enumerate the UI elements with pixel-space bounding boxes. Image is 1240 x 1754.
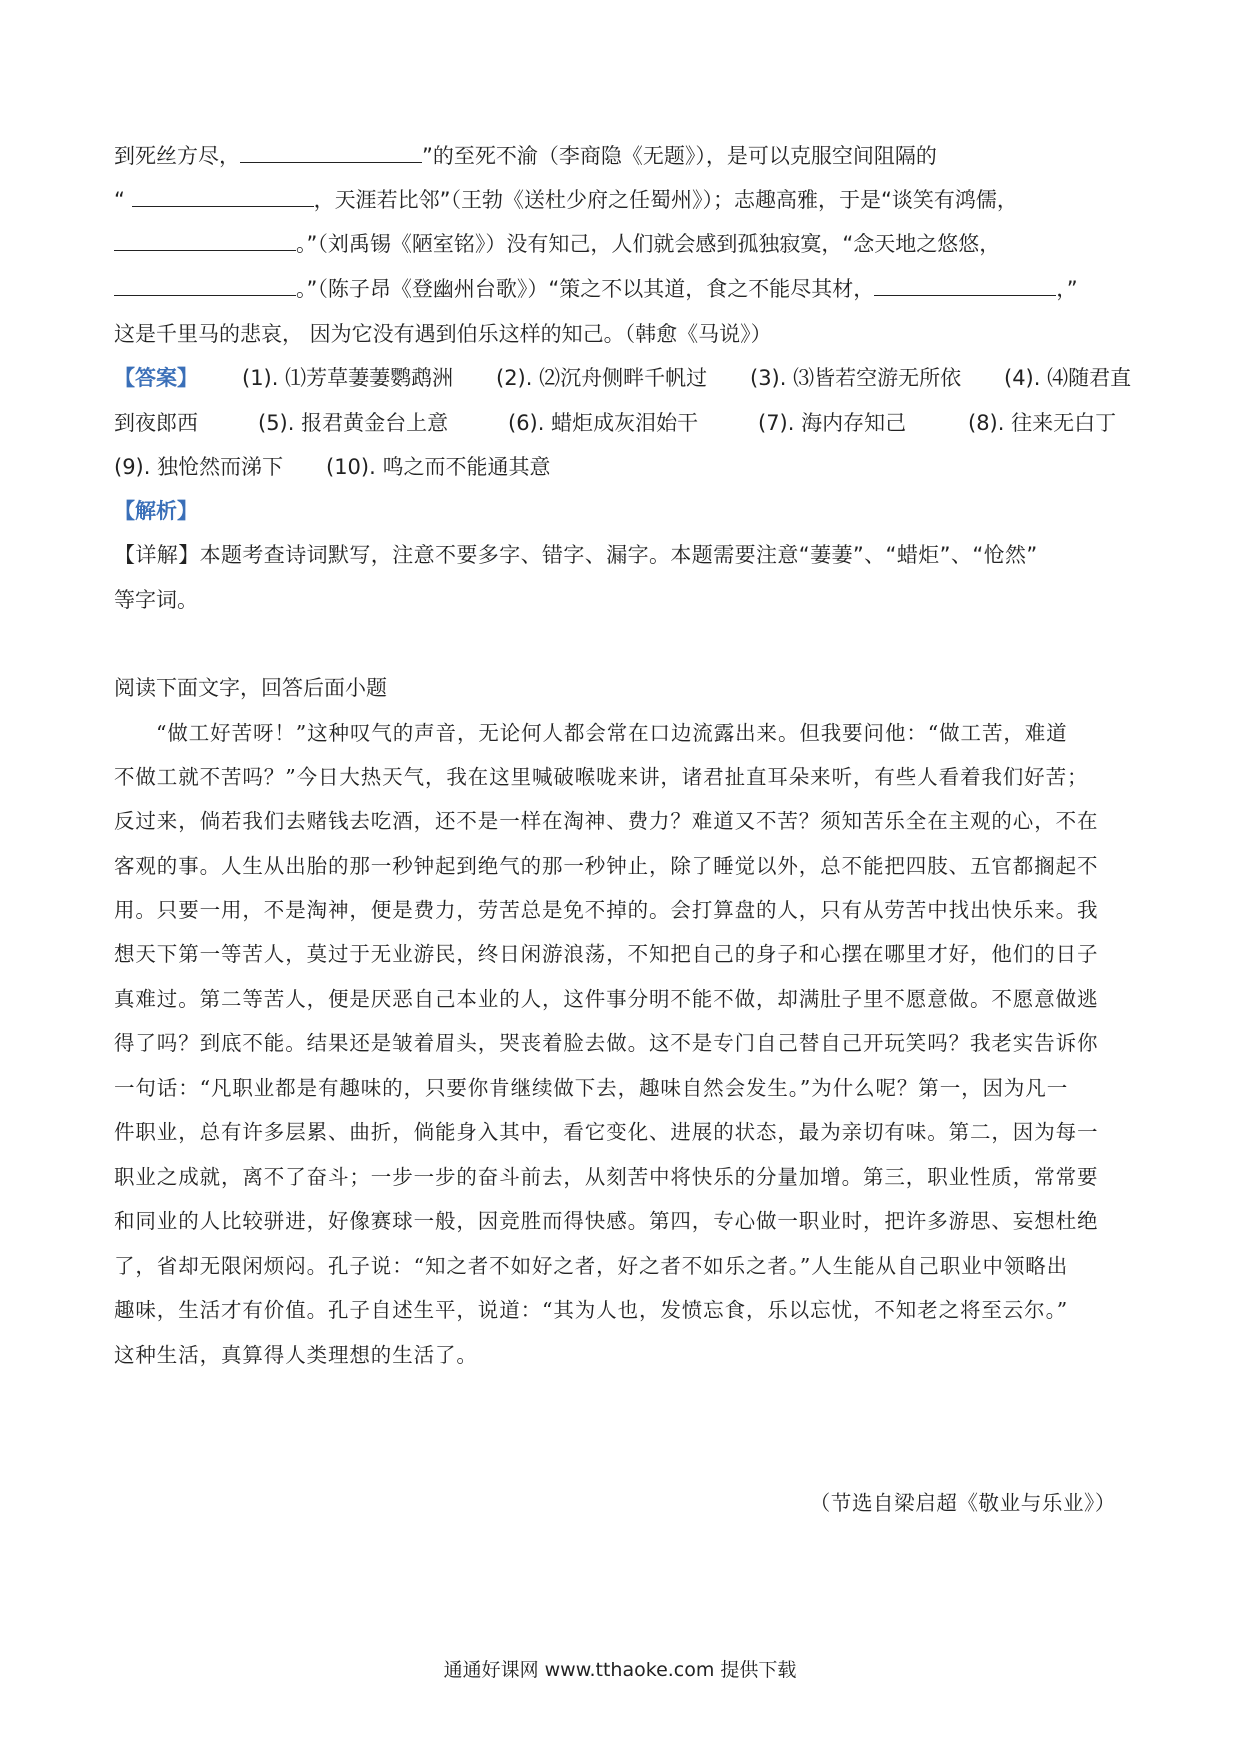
answer-blank [114, 232, 296, 251]
passage-line: 件职业，总有许多层累、曲折，倘能身入其中，看它变化、进展的状态，最为亲切有味。第二，因为每一 [114, 1120, 1099, 1144]
text: 。”（刘禹锡《陋室铭》）没有知己，人们就会感到孤独寂寞，“念天地之悠悠， [296, 232, 1001, 256]
passage-line: 了，省却无限闲烦闷。孔子说：“知之者不如好之者，好之者不如乐之者。”人生能从自己职业中领略出 [114, 1254, 1069, 1278]
answer-blank [240, 144, 422, 163]
answer-item-10: (10). 鸣之而不能通其意 [326, 455, 551, 479]
analysis-detail-line-2: 等字词。 [114, 588, 198, 612]
answer-item-7: (7). 海内存知己 [758, 411, 907, 435]
text: 。”（陈子昂《登幽州台歌》）“策之不以其道，食之不能尽其材， [296, 277, 875, 301]
answer-item-1: (1). ⑴芳草萋萋鹦鹉洲 [242, 366, 454, 390]
answer-blank [874, 277, 1056, 296]
passage-line: 用。只要一用，不是淘神，便是费力，劳苦总是免不掉的。会打算盘的人，只有从劳苦中找出快乐来。我 [114, 898, 1099, 922]
answer-blank [114, 277, 296, 296]
passage-line: 一句话：“凡职业都是有趣味的，只要你肯继续做下去，趣味自然会发生。”为什么呢？第一，因为凡一 [114, 1076, 1069, 1100]
text: “ [114, 188, 125, 212]
answer-blank [132, 188, 314, 207]
fill-line-2 [114, 186, 1140, 214]
analysis-label: 【解析】 [114, 499, 198, 523]
passage-line: “做工好苦呀！”这种叹气的声音，无论何人都会常在口边流露出来。但我要问他：“做工苦，难道 [156, 721, 1068, 745]
answer-item-9: (9). 独怆然而涕下 [114, 455, 284, 479]
passage-source: （节选自梁启超《敬业与乐业》） [809, 1491, 1116, 1515]
answer-item-8: (8). 往来无白丁 [968, 411, 1117, 435]
fill-line-4 [114, 275, 1140, 303]
fill-line-1 [114, 142, 1140, 170]
text: ，天涯若比邻”（王勃《送杜少府之任蜀州》）；志趣高雅，于是“谈笑有鸿儒， [313, 188, 1018, 212]
answer-item-3: (3). ⑶皆若空游无所依 [750, 366, 962, 390]
passage-line: 想天下第一等苦人，莫过于无业游民，终日闲游浪荡，不知把自己的身子和心摆在哪里才好，他们的日子 [114, 942, 1099, 966]
passage-line: 趣味，生活才有价值。孔子自述生平，说道：“其为人也，发愤忘食，乐以忘忧，不知老之将至云尔。” [114, 1298, 1069, 1322]
page-footer: 通通好课网 www.tthaoke.com 提供下载 [443, 1659, 797, 1681]
passage-line: 反过来，倘若我们去赌钱去吃酒，还不是一样在淘神、费力？难道又不苦？须知苦乐全在主观的心，不在 [114, 809, 1099, 833]
fill-line-3 [114, 230, 1140, 258]
passage-line: 得了吗？到底不能。结果还是皱着眉头，哭丧着脸去做。这不是专门自己替自己开玩笑吗？我老实告诉你 [114, 1031, 1099, 1055]
answer-item-6: (6). 蜡炬成灰泪始干 [508, 411, 699, 435]
answer-item-2: (2). ⑵沉舟侧畔千帆过 [496, 366, 708, 390]
text: ，” [1056, 277, 1078, 301]
passage-line: 不做工就不苦吗？”今日大热天气，我在这里喊破喉咙来讲，诸君扯直耳朵来听，有些人看着我们好苦； [114, 765, 1089, 789]
answer-item-5: (5). 报君黄金台上意 [258, 411, 449, 435]
passage-line: 客观的事。人生从出胎的那一秒钟起到绝气的那一秒钟止，除了睡觉以外，总不能把四肢、五官都搁起不 [114, 854, 1099, 878]
passage-line: 职业之成就，离不了奋斗；一步一步的奋斗前去，从刻苦中将快乐的分量加增。第三，职业性质，常常要 [114, 1165, 1099, 1189]
fill-line-5: 这是千里马的悲哀， 因为它没有遇到伯乐这样的知己。（韩愈《马说》） [114, 322, 772, 346]
answer-label: 【答案】 [114, 366, 198, 390]
answer-item-4: (4). ⑷随君直 [1004, 366, 1132, 390]
reading-prompt: 阅读下面文字，回答后面小题 [114, 676, 387, 700]
text: ”的至死不渝（李商隐《无题》），是可以克服空间阻隔的 [422, 144, 937, 168]
passage-line: 真难过。第二等苦人，便是厌恶自己本业的人，这件事分明不能不做，却满肚子里不愿意做。不愿意做逃 [114, 987, 1099, 1011]
analysis-detail-line-1: 【详解】本题考查诗词默写，注意不要多字、错字、漏字。本题需要注意“萋萋”、“蜡炬”、“怆然” [114, 543, 1038, 567]
answer-item-4-cont: 到夜郎西 [114, 411, 198, 435]
text: 到死丝方尽， [114, 144, 240, 168]
passage-line: 和同业的人比较骈进，好像赛球一般，因竞胜而得快感。第四，专心做一职业时，把许多游思、妄想杜绝 [114, 1209, 1099, 1233]
passage-line: 这种生活，真算得人类理想的生活了。 [114, 1343, 478, 1367]
